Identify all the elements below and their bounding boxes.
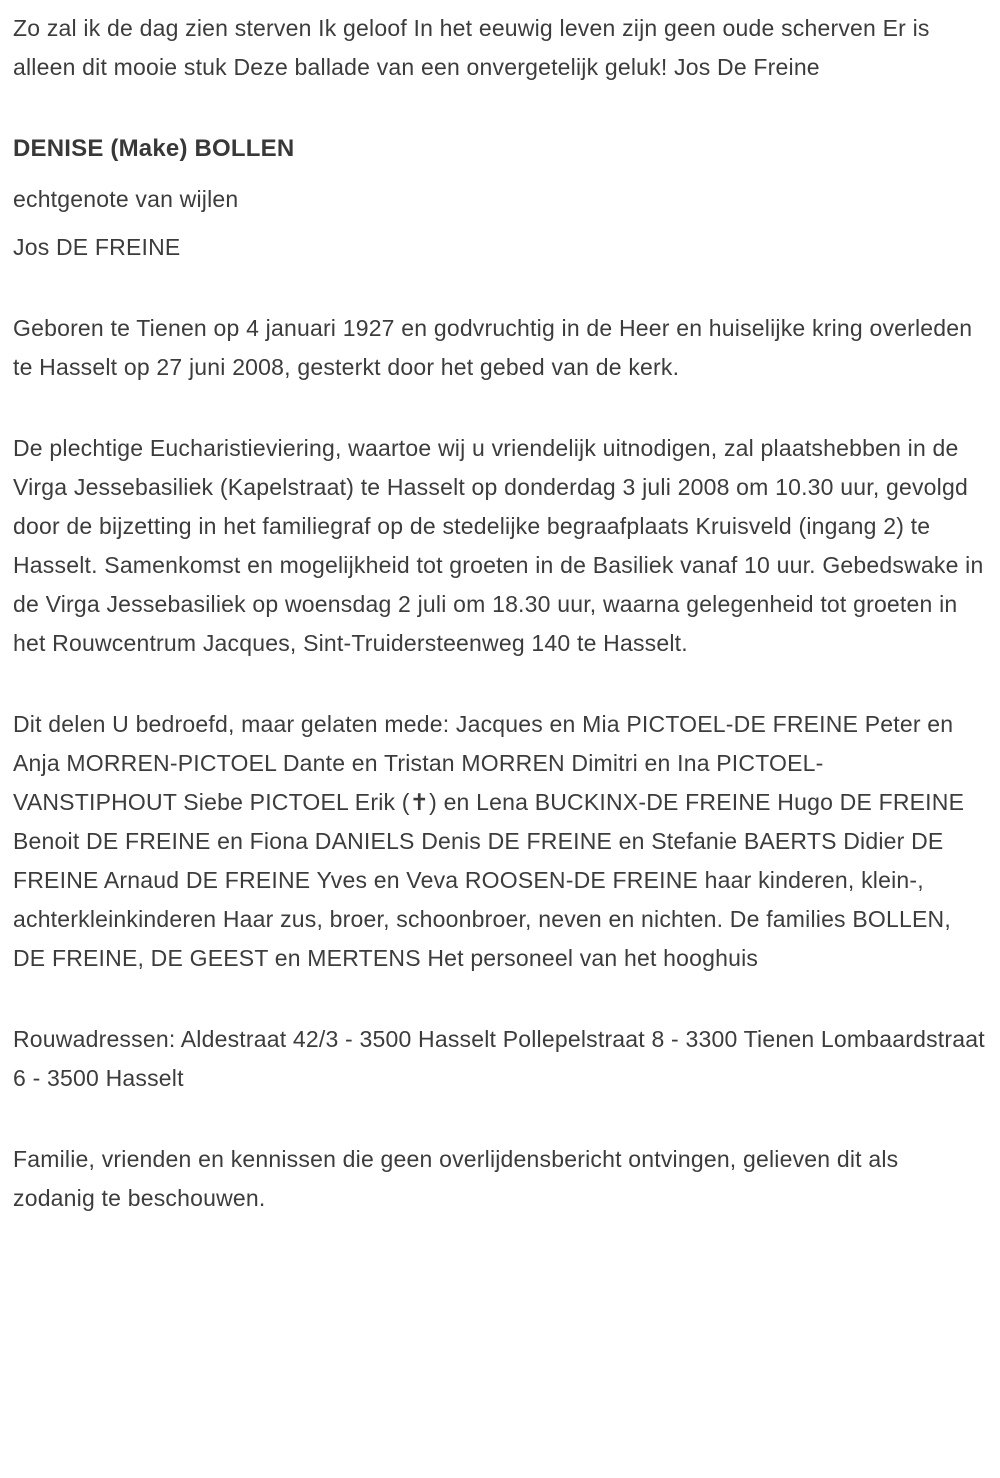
mourning-addresses-paragraph: Rouwadressen: Aldestraat 42/3 - 3500 Hasselt Pollepelstraat 8 - 3300 Tienen Lombaardstraat 6 - 3500 Hasselt [13, 1026, 985, 1091]
spouse-relation-line: echtgenote van wijlen [13, 186, 239, 212]
funeral-service-paragraph: De plechtige Eucharistieviering, waartoe wij u vriendelijk uitnodigen, zal plaatshebben in de Virga Jessebasiliek (Kapelstraat) te Hasselt op donderdag 3 juli 2008 om 10.30 uur, gevolgd door de bijzetting in het familiegraf op de stedelijke begraafplaats Kruisveld (ingang 2) te Hasselt. Samenkomst en mogelijkheid tot groeten in de Basiliek vanaf 10 uur. Gebedswake in de Virga Jessebasiliek op woensdag 2 juli om 18.30 uur, waarna gelegenheid tot groeten in het Rouwcentrum Jacques, Sint-Truidersteenweg 140 te Hasselt. [13, 435, 984, 656]
deceased-name-heading: DENISE (Make) BOLLEN [13, 135, 295, 162]
poem-paragraph: Zo zal ik de dag zien sterven Ik geloof In het eeuwig leven zijn geen oude scherven Er is alleen dit mooie stuk Deze ballade van een onvergetelijk geluk! Jos De Freine [13, 15, 930, 80]
birth-death-paragraph: Geboren te Tienen op 4 januari 1927 en godvruchtig in de Heer en huiselijke kring overleden te Hasselt op 27 juni 2008, gesterkt door het gebed van de kerk. [13, 315, 973, 380]
spouse-name-line: Jos DE FREINE [13, 234, 181, 260]
family-members-paragraph: Dit delen U bedroefd, maar gelaten mede: Jacques en Mia PICTOEL-DE FREINE Peter en Anja MORREN-PICTOEL Dante en Tristan MORREN Dimitri en Ina PICTOEL-VANSTIPHOUT Siebe PICTOEL Erik (✝) en Lena BUCKINX-DE FREINE Hugo DE FREINE Benoit DE FREINE en Fiona DANIELS Denis DE FREINE en Stefanie BAERTS Didier DE FREINE Arnaud DE FREINE Yves en Veva ROOSEN-DE FREINE haar kinderen, klein-, achterkleinkinderen Haar zus, broer, schoonbroer, neven en nichten. De families BOLLEN, DE FREINE, DE GEEST en MERTENS Het personeel van het hooghuis [13, 711, 965, 971]
closing-notice-paragraph: Familie, vrienden en kennissen die geen overlijdensbericht ontvingen, gelieven dit als zodanig te beschouwen. [13, 1146, 899, 1211]
